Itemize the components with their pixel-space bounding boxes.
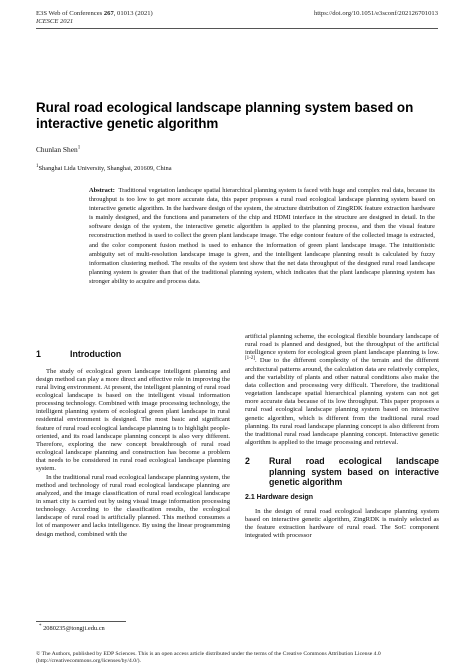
author-affiliation-marker: 1 xyxy=(77,145,81,151)
section-2-number: 2 xyxy=(245,456,250,467)
journal-line xyxy=(36,10,153,18)
doi-link[interactable]: https://doi.org/10.1051/e3sconf/202126701013 xyxy=(313,10,438,17)
conference-name: ICESCE 2021 xyxy=(36,18,74,25)
section-2-title: Rural road ecological landscape planning system based on interactive genetic algorithm xyxy=(269,456,439,488)
corresponding-email[interactable]: 2080235@tongji.edu.cn xyxy=(43,625,105,632)
journal-volume: 267 xyxy=(103,10,114,17)
right-column xyxy=(245,333,439,540)
section-1-number: 1 xyxy=(36,349,41,359)
author-name: Chunlan Shen xyxy=(36,145,78,154)
paragraph-3-rest: . Due to the different complexity of the terrain and the different architectural patterns around, the calculation data are relatively complex, and the variability of plants and other natural conditions also make the data collection and processing very difficult. Therefore, the traditional vegetation landscape spatial hierarchical planning system can not get more accurate data because of its low throughput. This paper proposes a rural road ecological landscape planning system based on interactive genetic algorithm, which is different from the traditional rural road planning. Its rural road landscape planning concept is also different from the traditional rural road landscape planning concept. Interactive genetic algorithm is applied to the image processing and retrieval. xyxy=(245,357,439,447)
author-line xyxy=(36,145,80,154)
header-divider xyxy=(36,28,438,29)
abstract xyxy=(89,186,435,286)
license-url[interactable]: (http://creativecommons.org/licenses/by/4.0/). xyxy=(36,658,141,664)
journal-name: E3S Web of Conferences xyxy=(36,10,104,17)
running-header-left xyxy=(36,10,153,26)
section-1-paragraph-2: In the traditional rural road ecological landscape planning system, the method and technology of rural road ecological landscape planning are analyzed, and the image classification of rural road ecological landscape in smart city is carried out by using visual image information processing technology. According to the classification results, the ecological landscape of rural road is artificially planned. This method consumes a lot of manpower and lacks intelligence. By using the linear programming design method, combined with the xyxy=(36,473,230,538)
affiliation-line xyxy=(36,165,172,172)
section-2-heading xyxy=(245,456,439,488)
affiliation-marker: 1 xyxy=(36,163,39,169)
paper-title: Rural road ecological landscape planning system based on interactive genetic algorithm xyxy=(36,100,414,131)
citation-ref: [1-2] xyxy=(245,356,255,362)
subsection-2-1-heading: 2.1 Hardware design xyxy=(245,493,314,501)
footnote xyxy=(39,625,105,632)
footnote-marker: * xyxy=(39,623,42,629)
license-line: © The Authors, published by EDP Sciences. This is an open access article distributed under the terms of the Creative Commons Attribution License 4.0 xyxy=(36,651,381,657)
section-1-paragraph-1: The study of ecological green landscape intelligent planning and design method can play a more direct and effective role in improving the rural living environment. At present, the intelligent planning of rural road ecological landscape is based on the intelligent visual information processing technology. Combined with image processing technology, the intelligent planning system of ecological green plant landscape in rural residential environment is designed. The most basic and significant feature of rural road ecological landscape planning is to highlight people-oriented, and its road landscape planning concept is also very different. Therefore, exploring the new concept breakthrough of rural road ecological landscape planning and construction has become a problem that needs to be considered in rural road ecological landscape planning system. xyxy=(36,367,230,473)
abstract-label: Abstract: xyxy=(89,187,115,194)
abstract-text: Traditional vegetation landscape spatial hierarchical planning system is faced with huge and complex real data, because its throughput is too low to get more accurate data, this paper proposes a rural road ecological landscape planning system based on interactive genetic algorithm. In the hardware design of the system, the structure distribution of ZingRDK feature extraction hardware is mainly designed, and the functions and parameters of the chip and HDMI interface in the structure are designed in detail. In the software design of the system, the interactive genetic algorithm is applied to the planning process, and then the visual feature reconstruction method is used to collect the green plant landscape image. The edge contour feature of the collected image is extracted, and the color component fusion method is used to enhance the information of green plant landscape image. The intuitionistic ambiguity set of multi-resolution landscape image is given, and the intelligent landscape planning result is calculated by fuzzy information clustering method. The results of the system test show that the net data throughput of the designed rural road landscape planning system is greater than that of the traditional planning system, which indicates that the plant landscape planning system has stronger ability to acquire and process data. xyxy=(89,187,436,285)
article-number: , 01013 (2021) xyxy=(113,10,153,17)
section-1-title: Introduction xyxy=(70,349,122,359)
footnote-divider xyxy=(36,621,126,622)
section-1-paragraph-3 xyxy=(245,333,439,447)
section-1-heading xyxy=(36,349,230,360)
affiliation-text: Shanghai Lida University, Shanghai, 201609, China xyxy=(38,165,172,172)
left-column xyxy=(36,349,230,539)
paragraph-3-start: artificial planning scheme, the ecological flexible boundary landscape of rural road is planned and designed, but the throughput of the artificial intelligence system for ecological green plant landscape planning is low. xyxy=(245,333,439,357)
subsection-2-1-paragraph-1: In the design of rural road ecological landscape planning system based on interactive genetic algorithm, ZingRDK is mainly selected as the feature extraction hardware of rural road. The SoC component integrated with processor xyxy=(245,507,439,540)
license-notice xyxy=(36,651,438,665)
